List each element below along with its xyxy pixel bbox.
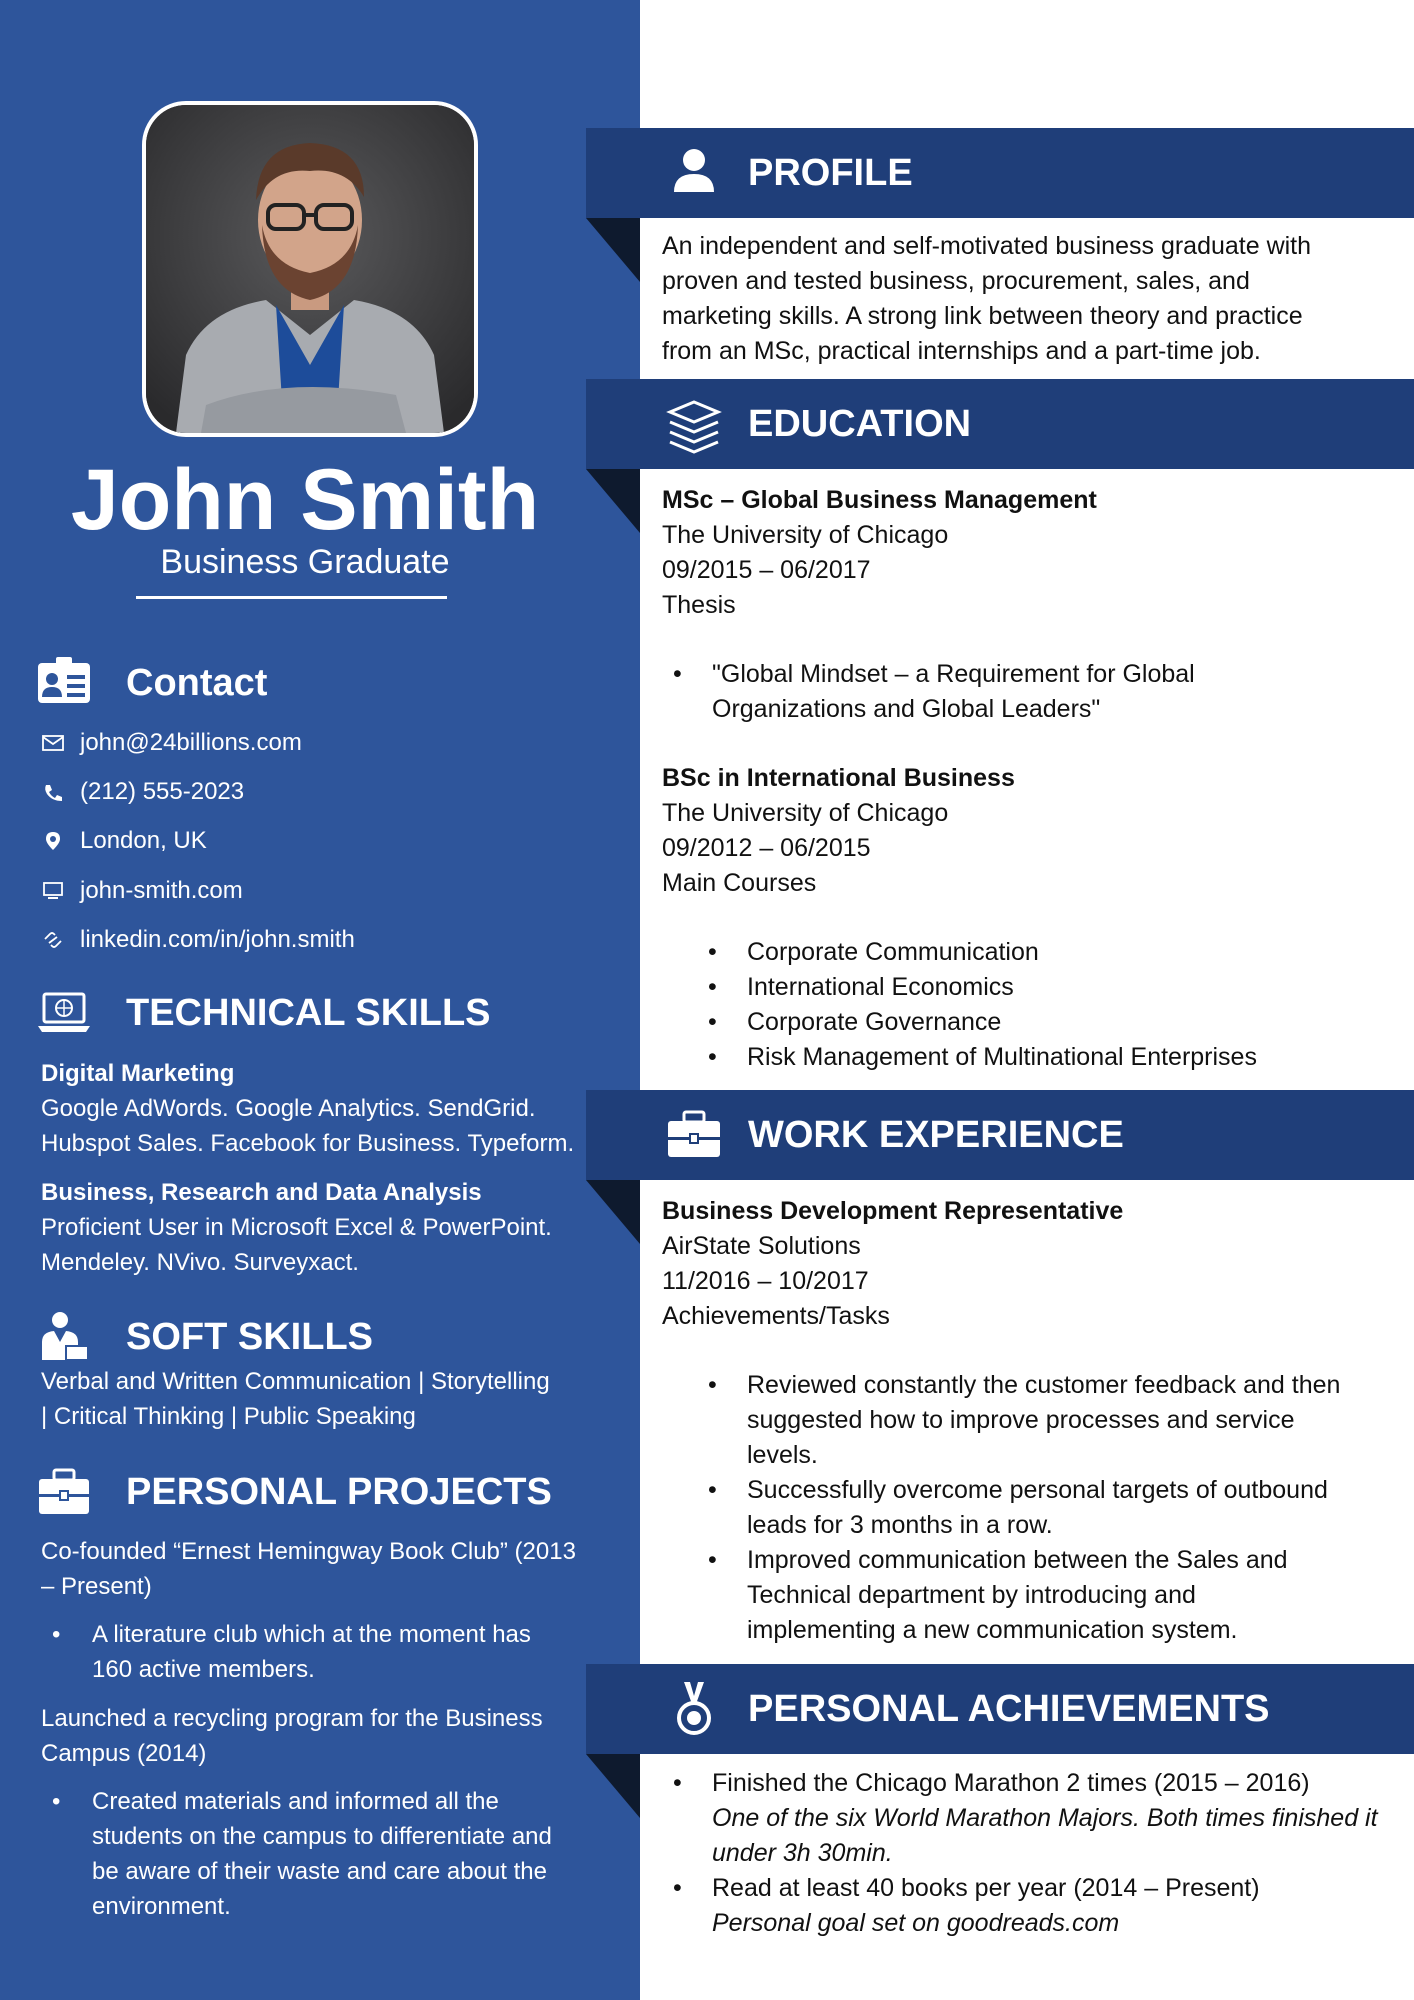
education-heading: EDUCATION — [748, 403, 972, 445]
job-task-line: Successfully overcome personal targets of outbound — [747, 1476, 1328, 1504]
contact-location-text: London, UK — [80, 827, 207, 854]
thesis-line: "Global Mindset – a Requirement for Global — [712, 660, 1195, 688]
achievement-note: under 3h 30min. — [712, 1839, 893, 1867]
achievement-item — [712, 1766, 1412, 1871]
briefcase-icon — [36, 1466, 92, 1518]
achievement-item — [712, 1871, 1412, 1941]
technical-skills-heading: TECHNICAL SKILLS — [126, 992, 491, 1034]
achievement-note: Personal goal set on goodreads.com — [712, 1909, 1120, 1937]
education-degree: MSc – Global Business Management — [662, 486, 1097, 514]
briefcase-icon — [664, 1108, 724, 1164]
project-2 — [41, 1701, 601, 1771]
course-item: • International Economics — [747, 970, 1414, 1005]
books-icon — [664, 398, 724, 454]
skill-group-business-analysis — [41, 1175, 581, 1280]
job-task-line: implementing a new communication system. — [747, 1616, 1238, 1644]
soft-skills-line: | Critical Thinking | Public Speaking — [41, 1403, 416, 1430]
contact-website-text: john-smith.com — [80, 877, 243, 904]
job-task-line: levels. — [747, 1441, 818, 1469]
contact-card-icon — [36, 655, 92, 707]
job-task-line: leads for 3 months in a row. — [747, 1511, 1053, 1539]
person-icon — [36, 1310, 92, 1362]
project-bullet-line: A literature club which at the moment has — [92, 1621, 531, 1648]
job-task-line: Technical department by introducing and — [747, 1581, 1196, 1609]
job-task — [747, 1368, 1397, 1473]
soft-skills-heading: SOFT SKILLS — [126, 1316, 373, 1358]
achievement-text: Finished the Chicago Marathon 2 times (2015 – 2016) — [712, 1769, 1310, 1797]
sidebar — [0, 0, 640, 2000]
contact-phone-text: (212) 555-2023 — [80, 778, 245, 805]
laptop-icon — [36, 988, 92, 1040]
skill-line: Proficient User in Microsoft Excel & PowerPoint. — [41, 1214, 552, 1241]
project-line: Campus (2014) — [41, 1740, 207, 1767]
education-dates: 09/2015 – 06/2017 — [662, 556, 871, 584]
project-2-bullet — [92, 1784, 592, 1924]
project-bullet-line: Created materials and informed all the — [92, 1788, 499, 1815]
job-label: Achievements/Tasks — [662, 1302, 890, 1330]
project-line: Launched a recycling program for the Business — [41, 1705, 543, 1732]
project-1 — [41, 1534, 601, 1604]
education-entry-bsc — [662, 761, 1392, 901]
job-company: AirState Solutions — [662, 1232, 861, 1260]
location-pin-icon — [42, 831, 64, 851]
envelope-icon — [42, 733, 64, 753]
user-icon — [664, 146, 724, 202]
contact-email-text: john@24billions.com — [80, 729, 302, 756]
profile-line: An independent and self-motivated business graduate with — [662, 232, 1312, 260]
education-school: The University of Chicago — [662, 799, 949, 827]
job-task-line: suggested how to improve processes and service — [747, 1406, 1295, 1434]
job-task-line: Improved communication between the Sales and — [747, 1546, 1288, 1574]
person-role: Business Graduate — [160, 543, 450, 581]
link-icon — [42, 930, 64, 950]
skill-line: Google AdWords. Google Analytics. SendGrid. — [41, 1095, 536, 1122]
skill-group-digital-marketing — [41, 1056, 581, 1161]
job-dates: 11/2016 – 10/2017 — [662, 1267, 869, 1295]
monitor-icon — [42, 881, 64, 901]
contact-linkedin-text: linkedin.com/in/john.smith — [80, 926, 355, 953]
skill-group-title: Business, Research and Data Analysis — [41, 1179, 482, 1206]
project-bullet-line: environment. — [92, 1893, 231, 1920]
job-title: Business Development Representative — [662, 1197, 1124, 1225]
project-bullet-line: 160 active members. — [92, 1656, 315, 1683]
profile-line: marketing skills. A strong link between theory and practice — [662, 302, 1303, 330]
work-experience-heading: WORK EXPERIENCE — [748, 1114, 1124, 1156]
job-task — [747, 1473, 1397, 1543]
course-item: • Risk Management of Multinational Enterprises — [747, 1040, 1414, 1075]
soft-skills-text — [41, 1364, 601, 1434]
name-divider — [136, 596, 447, 599]
soft-skills-line: Verbal and Written Communication | Storytelling — [41, 1368, 550, 1395]
phone-icon — [42, 782, 64, 802]
achievement-text: Read at least 40 books per year (2014 – Present) — [712, 1874, 1260, 1902]
achievement-note: One of the six World Marathon Majors. Both times finished it — [712, 1804, 1378, 1832]
project-1-bullet — [92, 1617, 592, 1687]
profile-photo — [142, 101, 478, 437]
work-entry — [662, 1194, 1392, 1334]
skill-group-title: Digital Marketing — [41, 1060, 235, 1087]
course-item: • Corporate Governance — [747, 1005, 1414, 1040]
person-name: John Smith — [70, 452, 540, 548]
personal-projects-heading: PERSONAL PROJECTS — [126, 1471, 552, 1513]
profile-line: proven and tested business, procurement, sales, and — [662, 267, 1250, 295]
achievements-heading: PERSONAL ACHIEVEMENTS — [748, 1688, 1270, 1730]
project-bullet-line: students on the campus to differentiate and — [92, 1823, 552, 1850]
project-line: – Present) — [41, 1573, 152, 1600]
medal-icon — [664, 1680, 724, 1736]
education-msc-thesis — [712, 657, 1412, 727]
profile-text — [662, 229, 1392, 369]
course-item: • Corporate Communication — [747, 935, 1414, 970]
job-task-line: Reviewed constantly the customer feedback and then — [747, 1371, 1341, 1399]
skill-line: Mendeley. NVivo. Surveyxact. — [41, 1249, 359, 1276]
contact-heading: Contact — [126, 662, 268, 704]
education-dates: 09/2012 – 06/2015 — [662, 834, 871, 862]
project-bullet-line: be aware of their waste and care about the — [92, 1858, 547, 1885]
profile-line: from an MSc, practical internships and a part-time job. — [662, 337, 1261, 365]
education-entry-msc — [662, 483, 1392, 623]
education-label: Main Courses — [662, 869, 817, 897]
project-line: Co-founded “Ernest Hemingway Book Club” (2013 — [41, 1538, 576, 1565]
profile-heading: PROFILE — [748, 152, 913, 194]
thesis-line: Organizations and Global Leaders" — [712, 695, 1101, 723]
education-label: Thesis — [662, 591, 736, 619]
job-task — [747, 1543, 1397, 1648]
education-degree: BSc in International Business — [662, 764, 1015, 792]
skill-line: Hubspot Sales. Facebook for Business. Typeform. — [41, 1130, 575, 1157]
education-school: The University of Chicago — [662, 521, 949, 549]
